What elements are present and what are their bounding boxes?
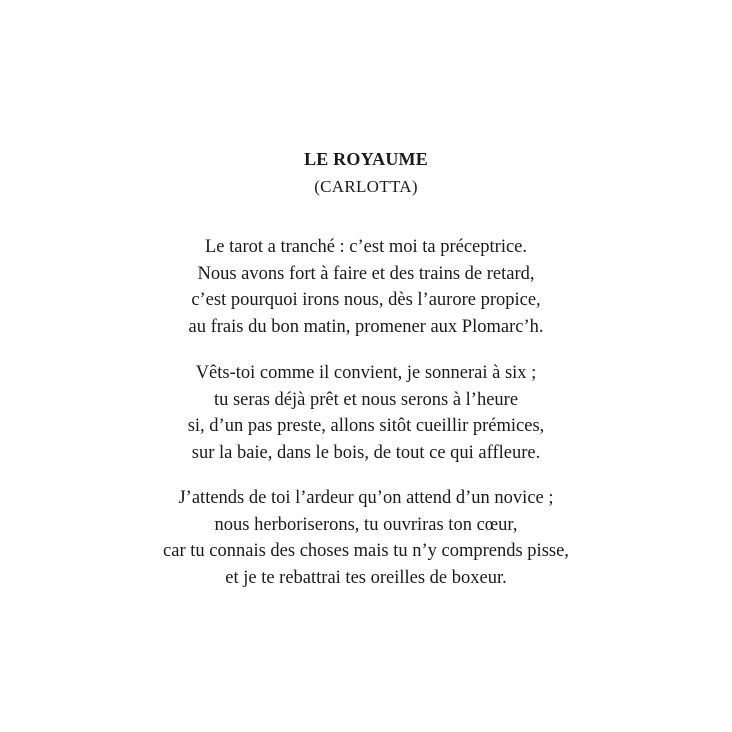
verse-line: et je te rebattrai tes oreilles de boxeur. [225,567,507,588]
stanza-1 [0,234,732,340]
verse-line: sur la baie, dans le bois, de tout ce qui affleure. [191,442,541,463]
verse-line: car tu connais des choses mais tu n’y comprends pisse, [163,541,569,561]
stanza-2 [0,360,732,466]
verse-line: Nous avons fort à faire et des trains de retard, [197,263,535,284]
verse-line: tu seras déjà prêt et nous serons à l’heure [213,389,519,410]
verse-line: au frais du bon matin, promener aux Plomarc’h. [188,316,544,337]
poem-subtitle: (CARLOTTA) [314,177,418,196]
verse-line: Vêts-toi comme il convient, je sonnerai à six ; [195,363,537,383]
verse-line: nous herboriserons, tu ouvriras ton cœur, [214,514,518,535]
poem-title: LE ROYAUME [304,149,428,169]
verse-line: J’attends de toi l’ardeur qu’on attend d’un novice ; [178,488,554,508]
verse-line: si, d’un pas preste, allons sitôt cueillir prémices, [187,416,545,436]
verse-line: Le tarot a tranché : c’est moi ta préceptrice. [204,237,528,257]
verse-line: c’est pourquoi irons nous, dès l’aurore propice, [191,290,541,310]
stanza-3 [0,485,732,591]
